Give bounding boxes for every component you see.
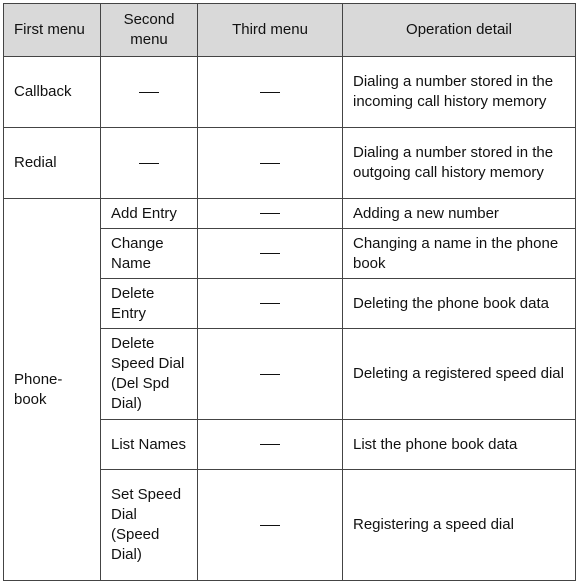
third-menu-cell — [198, 128, 343, 199]
table-row — [4, 128, 576, 199]
second-menu-cell: Add Entry — [101, 199, 198, 229]
dash-mark — [260, 213, 280, 214]
phone-menu-table — [3, 3, 576, 581]
operation-detail-cell: Dialing a number stored in the incoming call history memory — [343, 57, 576, 128]
header-first-menu: First menu — [4, 4, 101, 57]
table-row — [4, 57, 576, 128]
operation-detail-cell: Registering a speed dial — [343, 470, 576, 581]
operation-detail-cell: Deleting the phone book data — [343, 279, 576, 329]
dash-mark — [139, 92, 159, 93]
third-menu-cell — [198, 57, 343, 128]
first-menu-cell: Redial — [4, 128, 101, 199]
third-menu-cell — [198, 199, 343, 229]
second-menu-cell: Set Speed Dial (Speed Dial) — [101, 470, 198, 581]
header-row — [4, 4, 576, 57]
third-menu-cell — [198, 420, 343, 470]
operation-detail-cell: Deleting a registered speed dial — [343, 329, 576, 420]
operation-detail-cell: Dialing a number stored in the outgoing call history memory — [343, 128, 576, 199]
dash-mark — [260, 525, 280, 526]
dash-mark — [260, 303, 280, 304]
second-menu-cell: Change Name — [101, 229, 198, 279]
second-menu-cell: List Names — [101, 420, 198, 470]
dash-mark — [139, 163, 159, 164]
first-menu-cell: Callback — [4, 57, 101, 128]
operation-detail-cell: List the phone book data — [343, 420, 576, 470]
operation-detail-cell: Adding a new number — [343, 199, 576, 229]
second-menu-cell: Delete Entry — [101, 279, 198, 329]
second-menu-cell — [101, 57, 198, 128]
third-menu-cell — [198, 229, 343, 279]
table-row — [4, 199, 576, 229]
third-menu-cell — [198, 470, 343, 581]
dash-mark — [260, 253, 280, 254]
first-menu-cell: Phone-book — [4, 199, 101, 581]
dash-mark — [260, 163, 280, 164]
second-menu-cell: Delete Speed Dial (Del Spd Dial) — [101, 329, 198, 420]
third-menu-cell — [198, 279, 343, 329]
third-menu-cell — [198, 329, 343, 420]
header-third-menu: Third menu — [198, 4, 343, 57]
dash-mark — [260, 92, 280, 93]
header-operation-detail: Operation detail — [343, 4, 576, 57]
operation-detail-cell: Changing a name in the phone book — [343, 229, 576, 279]
dash-mark — [260, 374, 280, 375]
second-menu-cell — [101, 128, 198, 199]
header-second-menu: Second menu — [101, 4, 198, 57]
dash-mark — [260, 444, 280, 445]
